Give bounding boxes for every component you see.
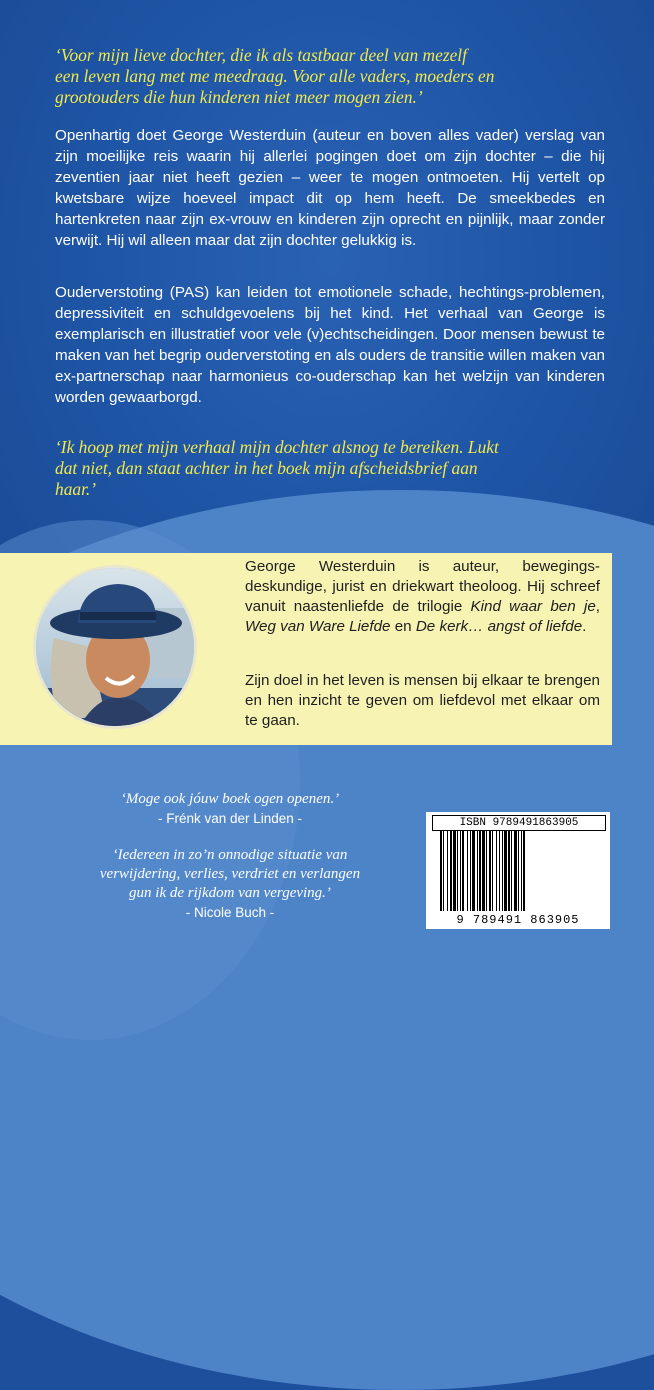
barcode-bar (443, 831, 444, 911)
barcode-bar (521, 831, 522, 911)
barcode-bar (492, 831, 493, 911)
review-quote-line: gun ik de rijkdom van vergeving.’ (129, 885, 331, 901)
barcode-bar (499, 831, 500, 911)
barcode-bar (457, 831, 458, 911)
barcode-bar (447, 831, 448, 911)
barcode-bars (426, 831, 610, 915)
barcode-bar (486, 831, 487, 911)
author-photo (33, 565, 197, 729)
separator: . (582, 618, 587, 635)
review-quote: ‘Moge ook jóuw boek ogen openen.’ (120, 791, 340, 807)
review-quote-line: ‘Iedereen in zo’n onnodige situatie van (112, 847, 348, 863)
barcode-bar (514, 831, 517, 911)
author-bio (245, 557, 600, 637)
review-quote-line: verwijdering, verlies, verdriet en verlangen (99, 866, 361, 882)
author-portrait-illustration (36, 568, 197, 729)
barcode-bar (440, 831, 442, 911)
author-quote-line: haar.’ (55, 479, 97, 499)
barcode-digits: 9 789491 863905 (456, 913, 580, 927)
isbn-label: ISBN 9789491863905 (432, 815, 606, 831)
synopsis-paragraph-2: Ouderverstoting (PAS) kan leiden tot emotionele schade, hechtings-problemen, depressiviteit en schuldgevoelens bij het kind. Het verhaal van George is exemplarisch en illustratief voor vele (v)echtscheidingen. Door mensen bewust te maken van het begrip ouderverstoting en als ouders de transitie willen maken van ex-partnerschap naar harmonieus co-ouderschap kan het welzijn van kinderen worden gewaarborgd. (55, 284, 605, 406)
barcode-bar (496, 831, 497, 911)
author-bio-text: George Westerduin is auteur, bewegings-deskundige, jurist en driekwart theoloog. Hij schreef vanuit naastenliefde de trilogie (245, 558, 600, 615)
barcode-bar (460, 831, 461, 911)
barcode-bar (518, 831, 519, 911)
barcode-bar (450, 831, 452, 911)
barcode-bar (482, 831, 485, 911)
barcode-bar (504, 831, 507, 911)
opening-quote-line: grootouders die hun kinderen niet meer mogen zien.’ (55, 87, 423, 107)
barcode-bar (477, 831, 478, 911)
author-quote-line: dat niet, dan staat achter in het boek mijn afscheidsbrief aan (55, 458, 478, 478)
book-title-1: Kind waar ben je (470, 598, 596, 615)
author-quote (55, 437, 605, 500)
barcode-bar (467, 831, 468, 911)
synopsis-paragraph-1: Openhartig doet George Westerduin (auteur en boven alles vader) verslag van zijn moeilijke reis waarin hij allerlei pogingen doet om zijn dochter – die hij zeventien jaar niet heeft gezien – weer te mogen ontmoeten. Hij vertelt op kwetsbare wijze hoeveel impact dit op hem heeft. De smeekbedes en hartenkreten naar zijn ex-vrouw en kinderen zijn oprecht en pijnlijk, maar zonder verwijt. Hij wil alleen maar dat zijn dochter gelukkig is. (55, 127, 605, 249)
barcode-bar (508, 831, 510, 911)
opening-quote-line: een leven lang met me meedraag. Voor alle vaders, moeders en (55, 66, 495, 86)
book-title-2: Weg van Ware Liefde (245, 618, 391, 635)
review-2 (45, 846, 415, 922)
barcode-bar (523, 831, 525, 911)
opening-quote (55, 45, 605, 108)
review-author: - Frénk van der Linden - (157, 811, 303, 826)
separator: , (595, 598, 600, 615)
book-title-3: De kerk… angst of liefde (415, 618, 583, 635)
author-quote-line: ‘Ik hoop met mijn verhaal mijn dochter alsnog te bereiken. Lukt (55, 437, 499, 457)
review-author: - Nicole Buch - (185, 905, 275, 920)
barcode (426, 812, 610, 929)
barcode-bar (511, 831, 512, 911)
barcode-bar (489, 831, 491, 911)
separator: en (390, 618, 416, 635)
barcode-bar (502, 831, 503, 911)
barcode-bar (462, 831, 464, 911)
barcode-bar (472, 831, 475, 911)
barcode-bar (479, 831, 481, 911)
author-goal: Zijn doel in het leven is mensen bij elkaar te brengen en hen inzicht te geven om liefdevol met elkaar om te gaan. (245, 672, 600, 729)
opening-quote-line: ‘Voor mijn lieve dochter, die ik als tastbaar deel van mezelf (55, 45, 467, 65)
barcode-bar (470, 831, 471, 911)
review-1 (45, 790, 415, 828)
barcode-bar (453, 831, 456, 911)
